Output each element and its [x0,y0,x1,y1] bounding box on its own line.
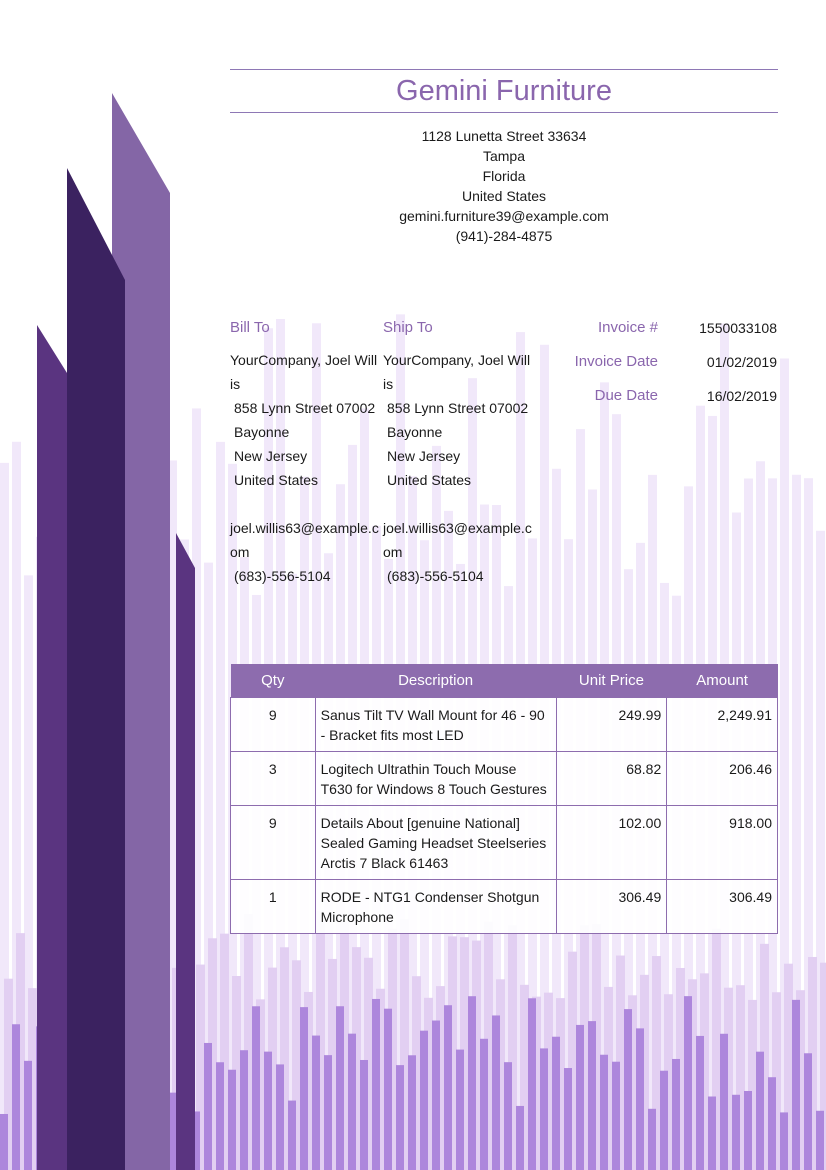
top-rule [230,69,778,70]
ship-to-heading: Ship To [383,319,433,336]
invoice-number-label: Invoice # [597,319,658,336]
bill-to-city: Bayonne [234,424,290,440]
table-row [231,698,778,752]
table-header-row [231,664,778,698]
amount-cell: 206.46 [667,752,778,806]
amount-cell: 306.49 [667,880,778,934]
description-cell: Details About [genuine National] Sealed Gaming Headset Steelseries Arctis 7 Black 61463 [315,806,556,880]
description-header: Description [315,664,556,698]
qty-cell: 3 [231,752,316,806]
amount-cell: 918.00 [667,806,778,880]
qty-cell: 9 [231,698,316,752]
description-cell: Logitech Ultrathin Touch Mouse T630 for Windows 8 Touch Gestures [315,752,556,806]
unit-price-header: Unit Price [556,664,667,698]
unit-price-cell: 102.00 [556,806,667,880]
line-items-table [230,664,778,934]
company-name: Gemini Furniture [396,75,612,107]
bill-to-country: United States [234,472,319,488]
ship-to-name: YourCompany, Joel Willis [383,352,531,392]
amount-cell: 2,249.91 [667,698,778,752]
invoice-date: 01/02/2019 [706,354,777,370]
qty-header: Qty [231,664,316,698]
table-row [231,752,778,806]
description-cell: Sanus Tilt TV Wall Mount for 46 - 90 - Bracket fits most LED [315,698,556,752]
company-street: 1128 Lunetta Street 33634 [421,128,587,144]
table-row [231,806,778,880]
bill-to-heading: Bill To [230,319,270,336]
bill-to-block [230,318,380,588]
qty-cell: 1 [231,880,316,934]
bill-to-phone: (683)-556-5104 [234,568,331,584]
amount-header: Amount [667,664,778,698]
bill-to-street: 858 Lynn Street 07002 [234,400,376,416]
description-cell: RODE - NTG1 Condenser Shotgun Microphone [315,880,556,934]
unit-price-cell: 306.49 [556,880,667,934]
company-phone: (941)-284-4875 [455,228,553,244]
ship-to-country: United States [387,472,472,488]
invoice-number: 1550033108 [699,320,777,336]
table-row [231,880,778,934]
company-email: gemini.furniture39@example.com [399,208,609,224]
ship-to-email: joel.willis63@example.com [383,520,532,560]
company-city: Tampa [482,148,526,164]
ship-to-street: 858 Lynn Street 07002 [387,400,529,416]
company-country: United States [461,188,547,204]
bill-to-email: joel.willis63@example.com [230,520,379,560]
bill-to-state: New Jersey [234,448,308,464]
bill-to-name: YourCompany, Joel Willis [230,352,378,392]
ship-to-block [383,318,533,588]
title-rule [230,112,778,113]
company-address [230,126,778,246]
qty-cell: 9 [231,806,316,880]
unit-price-cell: 68.82 [556,752,667,806]
due-date-label: Due Date [594,387,658,404]
invoice-date-label: Invoice Date [574,353,658,370]
unit-price-cell: 249.99 [556,698,667,752]
ship-to-city: Bayonne [387,424,443,440]
ship-to-state: New Jersey [387,448,461,464]
company-state: Florida [482,168,526,184]
due-date: 16/02/2019 [706,388,777,404]
ship-to-phone: (683)-556-5104 [387,568,484,584]
